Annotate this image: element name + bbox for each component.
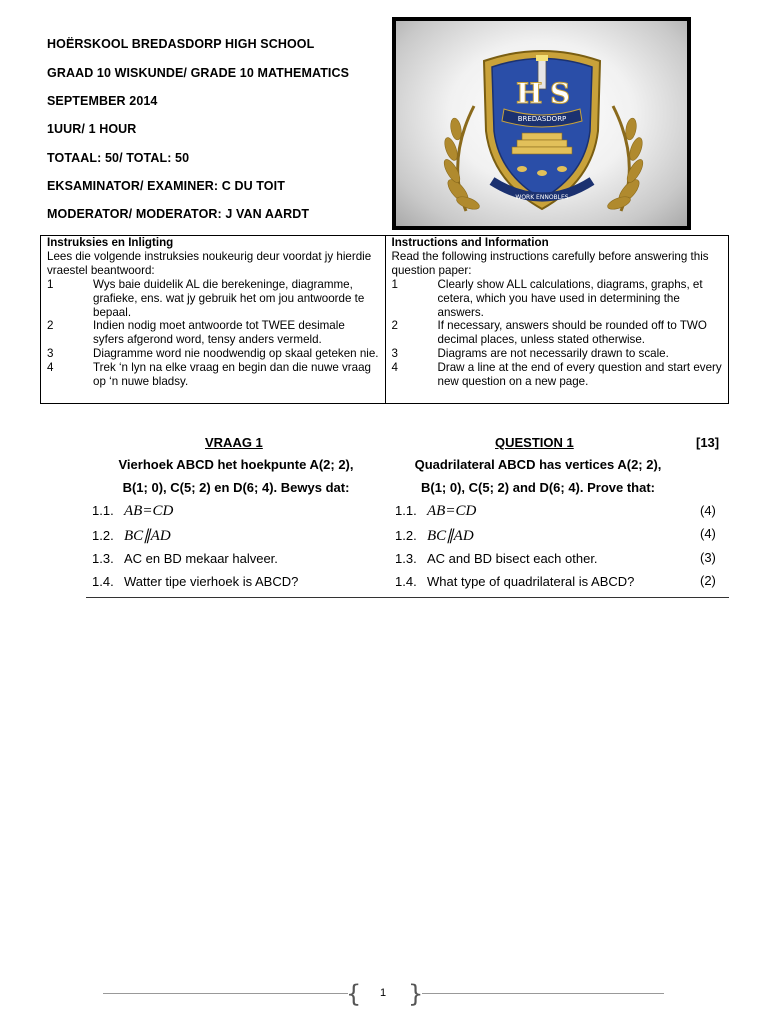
footer-rule-right xyxy=(422,993,664,994)
list-item: 2 If necessary, answers should be rounded off to TWO decimal places, unless stated otherwise. xyxy=(391,319,707,347)
instructions-afrikaans xyxy=(41,236,385,403)
instructions-intro-en: Read the following instructions carefully before answering this question paper: xyxy=(391,249,709,277)
examiner: EKSAMINATOR/ EXAMINER: C DU TOIT xyxy=(47,179,285,193)
question-stem-af: Vierhoek ABCD het hoekpunte A(2; 2), B(1; 0), C(5; 2) en D(6; 4). Bewys dat: xyxy=(118,457,354,495)
instructions-intro-af: Lees die volgende instruksies noukeurig deur voordat jy hierdie vraestel beantwoord: xyxy=(47,249,372,277)
question-heading-en: QUESTION 1 xyxy=(495,435,574,450)
page-number: 1 xyxy=(380,987,387,999)
sub-question-af: 1.1. AB=CD xyxy=(92,503,174,519)
crest-motto: WORK ENNOBLES xyxy=(515,194,569,201)
sub-question-marks: (4) xyxy=(700,503,716,518)
instructions-english xyxy=(385,236,729,403)
crest-logo xyxy=(396,21,687,226)
list-item: 2 Indien nodig moet antwoorde tot TWEE desimale syfers afgerond word, tensy anders vermeld. xyxy=(47,319,345,347)
instructions-title-en: Instructions and Information xyxy=(391,236,549,249)
exam-duration: 1UUR/ 1 HOUR xyxy=(47,122,137,136)
sub-question-marks: (2) xyxy=(700,573,716,588)
instructions-table xyxy=(40,235,729,404)
svg-text:S: S xyxy=(550,77,571,110)
svg-text:BREDASDORP: BREDASDORP xyxy=(517,115,567,123)
sub-question-af: 1.2. BC∥AD xyxy=(92,528,171,544)
list-item: 4 Trek ‘n lyn na elke vraag en begin dan die nuwe vraag op ‘n nuwe bladsy. xyxy=(47,361,371,389)
question-stem-en: Quadrilateral ABCD has vertices A(2; 2), B(1; 0), C(5; 2) and D(6; 4). Prove that: xyxy=(414,457,662,495)
sub-question-af: 1.4. Watter tipe vierhoek is ABCD? xyxy=(92,574,299,589)
footer-brace-right: } xyxy=(408,980,424,1008)
list-item: 1 Clearly show ALL calculations, diagrams, graphs, et cetera, which you have used in determining the answers. xyxy=(391,277,703,319)
subject-title: GRAAD 10 WISKUNDE/ GRADE 10 MATHEMATICS xyxy=(47,66,350,80)
sub-question-en: 1.2. BC∥AD xyxy=(395,528,474,544)
list-item: 1 Wys baie duidelik AL die berekeninge, diagramme, grafieke, ens. wat jy gebruik het om jou antwoorde te bepaal. xyxy=(47,277,365,319)
list-item: 3 Diagrams are not necessarily drawn to scale. xyxy=(391,347,669,361)
school-name: HOËRSKOOL BREDASDORP HIGH SCHOOL xyxy=(47,37,315,51)
svg-text:H: H xyxy=(516,77,543,110)
sub-question-marks: (4) xyxy=(700,526,716,541)
exam-date: SEPTEMBER 2014 xyxy=(47,94,158,108)
footer-brace-left: { xyxy=(346,980,362,1008)
moderator: MODERATOR/ MODERATOR: J VAN AARDT xyxy=(47,207,310,221)
sub-question-en: 1.3. AC and BD bisect each other. xyxy=(395,551,598,566)
exam-total: TOTAAL: 50/ TOTAL: 50 xyxy=(47,151,190,165)
instructions-title-af: Instruksies en Inligting xyxy=(47,236,174,249)
question-heading-af: VRAAG 1 xyxy=(205,435,263,450)
question-total-marks: [13] xyxy=(696,435,720,450)
sub-question-en: 1.1. AB=CD xyxy=(395,503,477,519)
list-item: 4 Draw a line at the end of every question and start every new question on a new page. xyxy=(391,361,722,389)
school-crest-image xyxy=(392,17,691,230)
sub-question-af: 1.3. AC en BD mekaar halveer. xyxy=(92,551,278,566)
footer-rule-left xyxy=(103,993,348,994)
list-item: 3 Diagramme word nie noodwendig op skaal geteken nie. xyxy=(47,347,379,361)
sub-question-marks: (3) xyxy=(700,550,716,565)
sub-question-en: 1.4. What type of quadrilateral is ABCD? xyxy=(395,574,635,589)
question-end-rule xyxy=(86,597,729,598)
